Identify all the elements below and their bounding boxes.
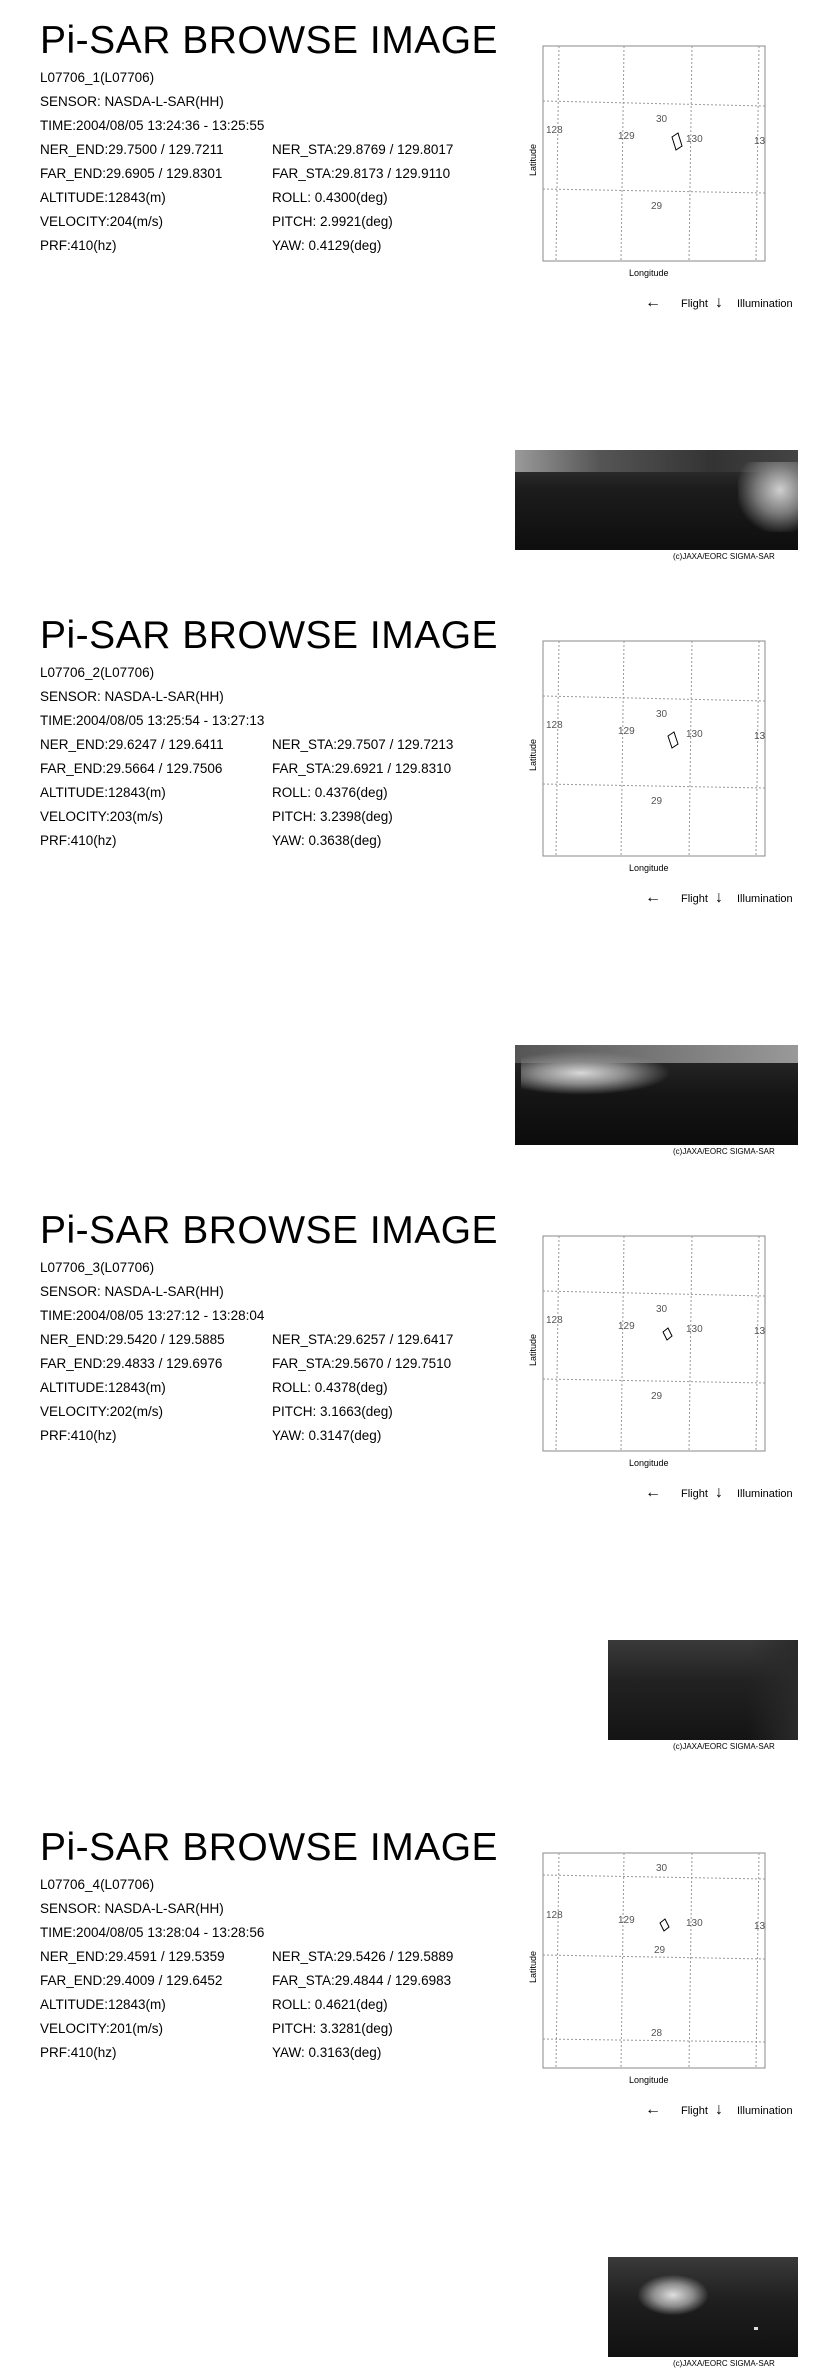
pitch: PITCH: 3.1663(deg) xyxy=(272,1404,393,1419)
lon-label: 13 xyxy=(754,1326,766,1337)
page-title: Pi-SAR BROWSE IMAGE xyxy=(40,614,499,657)
sar-browse-image xyxy=(515,1045,798,1145)
far-end: FAR_END:29.6905 / 129.8301 xyxy=(40,166,223,181)
page-title: Pi-SAR BROWSE IMAGE xyxy=(40,19,499,62)
lat-label: 30 xyxy=(656,1863,668,1874)
arrow-left-icon: ← xyxy=(645,1484,661,1501)
arrow-down-icon: ↓ xyxy=(715,294,723,311)
prf: PRF:410(hz) xyxy=(40,1428,117,1443)
y-axis-label: Latitude xyxy=(528,1333,538,1366)
lon-label: 129 xyxy=(618,131,635,142)
velocity: VELOCITY:201(m/s) xyxy=(40,2021,164,2036)
far-start: FAR_STA:29.5670 / 129.7510 xyxy=(272,1356,452,1371)
time-line: TIME:2004/08/05 13:24:36 - 13:25:55 xyxy=(40,118,265,133)
yaw: YAW: 0.3638(deg) xyxy=(272,833,382,848)
sensor-line: SENSOR: NASDA-L-SAR(HH) xyxy=(40,1284,224,1299)
scene-id: L07706_1(L07706) xyxy=(40,70,155,85)
lon-label: 130 xyxy=(686,134,703,145)
x-axis-label: Longitude xyxy=(629,863,669,873)
arrow-left-icon: ← xyxy=(645,889,661,906)
yaw: YAW: 0.4129(deg) xyxy=(272,238,382,253)
roll: ROLL: 0.4621(deg) xyxy=(272,1997,388,2012)
location-map xyxy=(526,631,786,881)
lon-label: 130 xyxy=(686,729,703,740)
page-title: Pi-SAR BROWSE IMAGE xyxy=(40,1209,499,1252)
direction-legend xyxy=(645,2101,805,2125)
y-axis-label: Latitude xyxy=(528,1950,538,1983)
scene-id: L07706_2(L07706) xyxy=(40,665,155,680)
sar-browse-image xyxy=(608,2257,798,2357)
far-start: FAR_STA:29.4844 / 129.6983 xyxy=(272,1973,452,1988)
far-start: FAR_STA:29.6921 / 129.8310 xyxy=(272,761,452,776)
location-map xyxy=(526,1843,786,2093)
near-end: NER_END:29.7500 / 129.7211 xyxy=(40,142,224,157)
lon-label: 129 xyxy=(618,1915,635,1926)
pitch: PITCH: 3.2398(deg) xyxy=(272,809,393,824)
parameter-grid xyxy=(40,1328,454,1448)
near-end: NER_END:29.5420 / 129.5885 xyxy=(40,1332,225,1347)
sar-browse-image xyxy=(515,450,798,550)
direction-legend xyxy=(645,1484,805,1508)
lat-label: 30 xyxy=(656,114,668,125)
y-axis-label: Latitude xyxy=(528,143,538,176)
x-axis-label: Longitude xyxy=(629,1458,669,1468)
lon-label: 129 xyxy=(618,1321,635,1332)
copyright-credit: (c)JAXA/EORC SIGMA-SAR xyxy=(673,552,775,561)
lat-label: 30 xyxy=(656,1304,668,1315)
illumination-label: Illumination xyxy=(737,2105,793,2117)
copyright-credit: (c)JAXA/EORC SIGMA-SAR xyxy=(673,2359,775,2368)
roll: ROLL: 0.4378(deg) xyxy=(272,1380,388,1395)
parameter-grid xyxy=(40,1945,454,2065)
lat-label: 29 xyxy=(651,796,663,807)
swath-footprint xyxy=(672,133,682,150)
flight-label: Flight xyxy=(681,298,708,310)
altitude: ALTITUDE:12843(m) xyxy=(40,190,166,205)
time-line: TIME:2004/08/05 13:28:04 - 13:28:56 xyxy=(40,1925,265,1940)
yaw: YAW: 0.3147(deg) xyxy=(272,1428,382,1443)
location-map xyxy=(526,1226,786,1476)
y-axis-label: Latitude xyxy=(528,738,538,771)
lon-label: 128 xyxy=(546,1315,563,1326)
lon-label: 128 xyxy=(546,125,563,136)
lat-label: 29 xyxy=(651,1391,663,1402)
parameter-grid xyxy=(40,733,454,853)
flight-label: Flight xyxy=(681,1488,708,1500)
x-axis-label: Longitude xyxy=(629,2075,669,2085)
x-axis-label: Longitude xyxy=(629,268,669,278)
illumination-label: Illumination xyxy=(737,298,793,310)
sensor-line: SENSOR: NASDA-L-SAR(HH) xyxy=(40,94,224,109)
yaw: YAW: 0.3163(deg) xyxy=(272,2045,382,2060)
illumination-label: Illumination xyxy=(737,893,793,905)
lon-label: 128 xyxy=(546,1910,563,1921)
lat-label: 28 xyxy=(651,2028,663,2039)
near-start: NER_STA:29.6257 / 129.6417 xyxy=(272,1332,454,1347)
page-title: Pi-SAR BROWSE IMAGE xyxy=(40,1826,499,1869)
sensor-line: SENSOR: NASDA-L-SAR(HH) xyxy=(40,1901,224,1916)
far-end: FAR_END:29.5664 / 129.7506 xyxy=(40,761,223,776)
roll: ROLL: 0.4300(deg) xyxy=(272,190,388,205)
lat-label: 29 xyxy=(651,201,663,212)
arrow-down-icon: ↓ xyxy=(715,1484,723,1501)
far-end: FAR_END:29.4833 / 129.6976 xyxy=(40,1356,223,1371)
time-line: TIME:2004/08/05 13:27:12 - 13:28:04 xyxy=(40,1308,265,1323)
flight-label: Flight xyxy=(681,2105,708,2117)
altitude: ALTITUDE:12843(m) xyxy=(40,1997,166,2012)
near-end: NER_END:29.6247 / 129.6411 xyxy=(40,737,224,752)
roll: ROLL: 0.4376(deg) xyxy=(272,785,388,800)
swath-footprint xyxy=(663,1328,672,1340)
copyright-credit: (c)JAXA/EORC SIGMA-SAR xyxy=(673,1147,775,1156)
swath-footprint xyxy=(668,732,678,748)
arrow-down-icon: ↓ xyxy=(715,2101,723,2118)
prf: PRF:410(hz) xyxy=(40,833,117,848)
far-end: FAR_END:29.4009 / 129.6452 xyxy=(40,1973,223,1988)
lon-label: 13 xyxy=(754,1921,766,1932)
sensor-line: SENSOR: NASDA-L-SAR(HH) xyxy=(40,689,224,704)
flight-label: Flight xyxy=(681,893,708,905)
lat-label: 29 xyxy=(654,1945,666,1956)
prf: PRF:410(hz) xyxy=(40,238,117,253)
arrow-down-icon: ↓ xyxy=(715,889,723,906)
near-start: NER_STA:29.7507 / 129.7213 xyxy=(272,737,454,752)
lon-label: 13 xyxy=(754,731,766,742)
near-start: NER_STA:29.5426 / 129.5889 xyxy=(272,1949,454,1964)
scene-id: L07706_3(L07706) xyxy=(40,1260,155,1275)
scene-id: L07706_4(L07706) xyxy=(40,1877,155,1892)
altitude: ALTITUDE:12843(m) xyxy=(40,1380,166,1395)
swath-footprint xyxy=(660,1919,669,1931)
lon-label: 128 xyxy=(546,720,563,731)
sar-browse-image xyxy=(608,1640,798,1740)
arrow-left-icon: ← xyxy=(645,2101,661,2118)
time-line: TIME:2004/08/05 13:25:54 - 13:27:13 xyxy=(40,713,265,728)
lon-label: 130 xyxy=(686,1324,703,1335)
lat-label: 30 xyxy=(656,709,668,720)
arrow-left-icon: ← xyxy=(645,294,661,311)
lon-label: 13 xyxy=(754,136,766,147)
location-map xyxy=(526,36,786,286)
pitch: PITCH: 3.3281(deg) xyxy=(272,2021,393,2036)
far-start: FAR_STA:29.8173 / 129.9110 xyxy=(272,166,451,181)
parameter-grid xyxy=(40,138,454,258)
near-end: NER_END:29.4591 / 129.5359 xyxy=(40,1949,225,1964)
direction-legend xyxy=(645,294,805,318)
velocity: VELOCITY:202(m/s) xyxy=(40,1404,164,1419)
illumination-label: Illumination xyxy=(737,1488,793,1500)
lon-label: 130 xyxy=(686,1918,703,1929)
direction-legend xyxy=(645,889,805,913)
velocity: VELOCITY:204(m/s) xyxy=(40,214,164,229)
near-start: NER_STA:29.8769 / 129.8017 xyxy=(272,142,454,157)
velocity: VELOCITY:203(m/s) xyxy=(40,809,164,824)
pitch: PITCH: 2.9921(deg) xyxy=(272,214,393,229)
prf: PRF:410(hz) xyxy=(40,2045,117,2060)
altitude: ALTITUDE:12843(m) xyxy=(40,785,166,800)
lon-label: 129 xyxy=(618,726,635,737)
copyright-credit: (c)JAXA/EORC SIGMA-SAR xyxy=(673,1742,775,1751)
